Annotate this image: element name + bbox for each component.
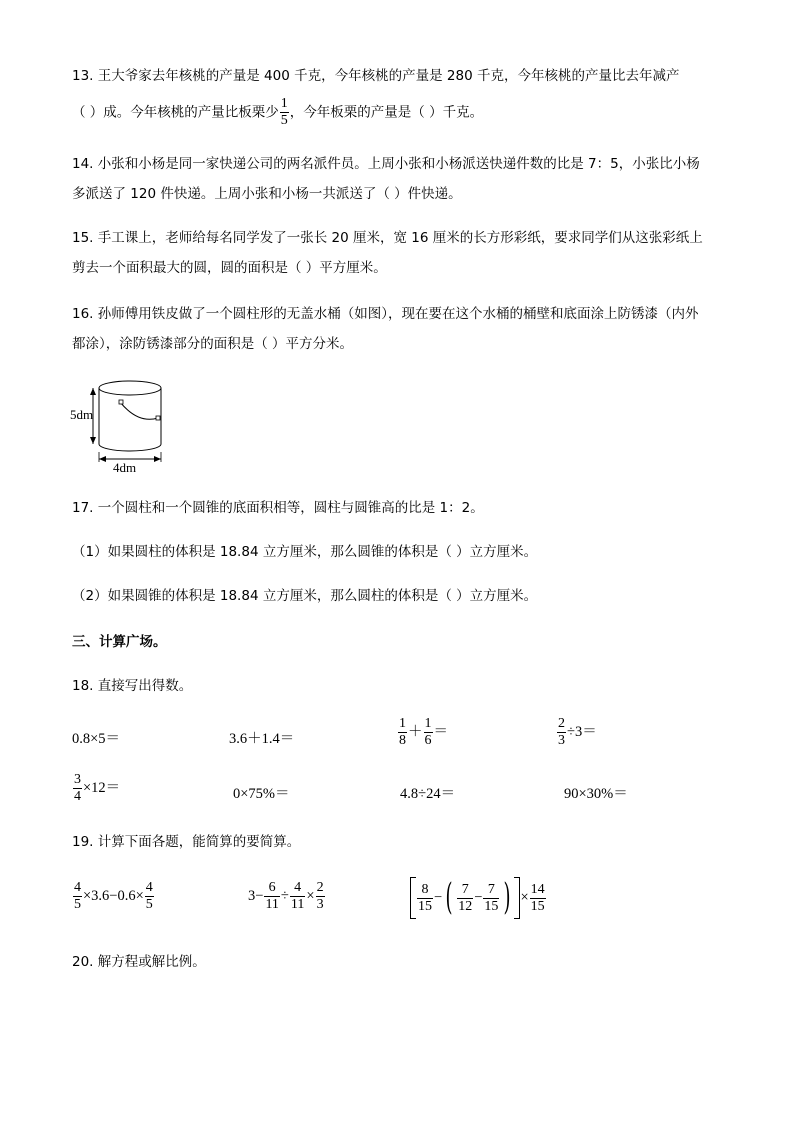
q13-text-a: （ ）成。今年核桃的产量比板栗少 <box>72 104 279 121</box>
q19-title: 19. 计算下面各题，能简算的要简算。 <box>72 834 301 850</box>
q13-line2 <box>72 96 483 129</box>
q19-expr2: 3− $\frac{6}{11}$ ÷ $\frac{4}{11}$ × $\frac{2}{3}$ <box>248 880 324 912</box>
q17-sub1: （1）如果圆柱的体积是 18.84 立方厘米，那么圆锥的体积是（ ）立方厘米。 <box>72 544 538 560</box>
q18-r2c2: 0×75%＝ <box>233 786 290 802</box>
bucket-handle <box>120 402 158 419</box>
q20-title: 20. 解方程或解比例。 <box>72 954 206 970</box>
q17-line1: 17. 一个圆柱和一个圆锥的底面积相等，圆柱与圆锥高的比是 1：2。 <box>72 500 484 516</box>
q16-line1: 16. 孙师傅用铁皮做了一个圆柱形的无盖水桶（如图），现在要在这个水桶的桶壁和底面涂上防锈漆（内外 <box>72 306 699 322</box>
q13-fraction: $\frac{1}{5}$ <box>280 96 288 128</box>
bucket-rim <box>99 381 161 395</box>
q18-r1c4: $\frac{2}{3}$ ÷3＝ <box>558 716 597 748</box>
q18-title: 18. 直接写出得数。 <box>72 678 193 694</box>
height-label: 5dm <box>70 407 94 422</box>
q18-r1c3: $\frac{1}{8}$ ＋ $\frac{1}{6}$ ＝ <box>399 716 448 748</box>
q15-line2: 剪去一个面积最大的圆，圆的面积是（ ）平方厘米。 <box>72 260 387 276</box>
q18-r2c1: $\frac{3}{4}$ ×12＝ <box>74 772 121 804</box>
q18-r2c4: 90×30%＝ <box>564 786 628 802</box>
q19-expr1: $\frac{4}{5}$ ×3.6−0.6× $\frac{4}{5}$ <box>74 880 153 912</box>
q15-line1: 15. 手工课上，老师给每名同学发了一张长 20 厘米，宽 16 厘米的长方形彩纸，要求同学们从这张彩纸上 <box>72 230 703 246</box>
section3-title: 三、计算广场。 <box>72 634 167 650</box>
q18-r1c2: 3.6＋1.4＝ <box>229 731 295 747</box>
diameter-label: 4dm <box>113 460 137 475</box>
q17-sub2: （2）如果圆锥的体积是 18.84 立方厘米，那么圆柱的体积是（ ）立方厘米。 <box>72 588 538 604</box>
bucket-bottom <box>99 444 161 451</box>
q14-line2: 多派送了 120 件快递。上周小张和小杨一共派送了（ ）件快递。 <box>72 186 462 202</box>
q18-r1c1: 0.8×5＝ <box>72 731 121 747</box>
q13-text-b: ，今年板栗的产量是（ ）千克。 <box>289 104 484 121</box>
q16-line2: 都涂），涂防锈漆部分的面积是（ ）平方分米。 <box>72 336 354 352</box>
q13-line1: 13. 王大爷家去年核桃的产量是 400 千克，今年核桃的产量是 280 千克，今年核桃的产量比去年减产 <box>72 68 680 84</box>
q14-line1: 14. 小张和小杨是同一家快递公司的两名派件员。上周小张和小杨派送快递件数的比是 7：5，小张比小杨 <box>72 156 700 172</box>
q18-r2c3: 4.8÷24＝ <box>400 786 456 802</box>
q19-expr3: $\frac{8}{15}$ −( $\frac{7}{12}$ − $\frac{7}{15}$ ) × $\frac{14}{15}$ <box>410 877 547 919</box>
